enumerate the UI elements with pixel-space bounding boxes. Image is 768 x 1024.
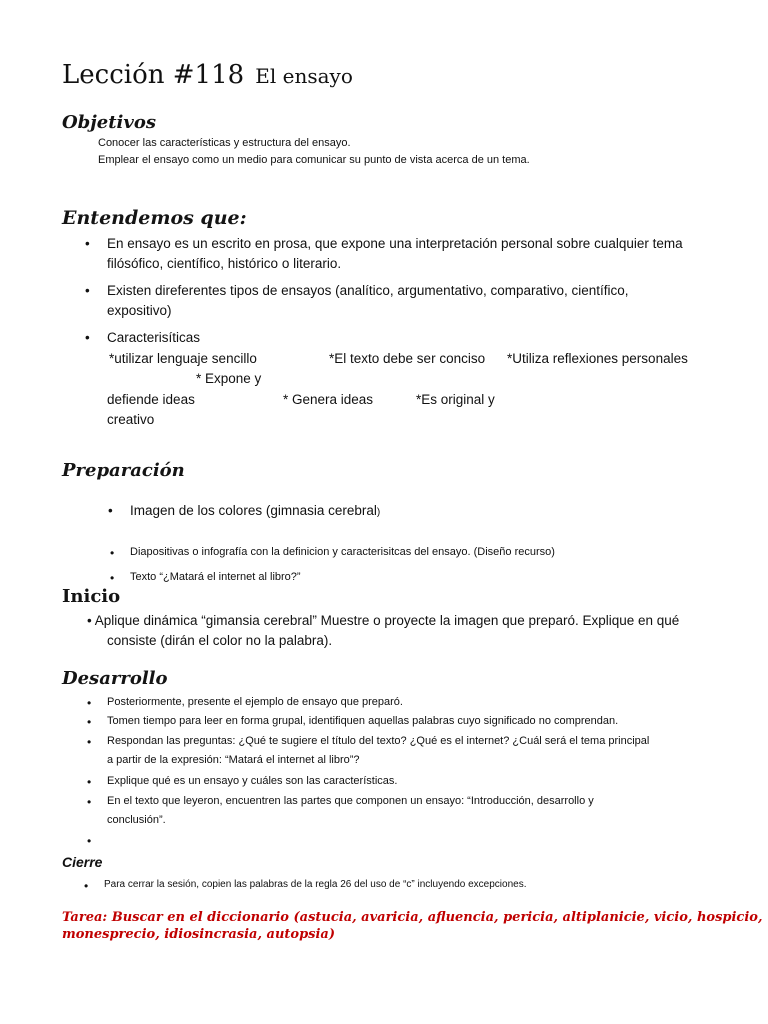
entendemos-bullet-2-line2: expositivo) [107, 303, 172, 318]
caracteristica-item: *El texto debe ser conciso [329, 351, 486, 366]
cierre-heading: Cierre [62, 854, 103, 870]
caracteristica-item: * Expone y [196, 371, 262, 386]
caracteristicas-label: • Caracterisíticas [107, 330, 200, 345]
objetivos-heading: Objetivos [62, 112, 156, 133]
caracteristica-item: defiende ideas [107, 392, 195, 407]
preparacion-item-text: Imagen de los colores (gimnasia cerebral [130, 503, 377, 518]
page-title [62, 60, 353, 90]
caracteristica-item: *utilizar lenguaje sencillo [109, 351, 257, 366]
caracteristica-item: * Genera ideas [283, 392, 374, 407]
preparacion-item [130, 503, 380, 518]
preparacion-heading: Preparación [62, 460, 185, 481]
desarrollo-item-cont: a partir de la expresión: “Matará el internet al libro”? [107, 754, 360, 766]
preparacion-item: • Diapositivas o infografía con la definicion y caracterisitcas del ensayo. (Diseño recurso) [130, 546, 555, 558]
preparacion-item: • Texto “¿Matará el internet al libro?” [130, 571, 301, 583]
entendemos-heading: Entendemos que: [62, 207, 247, 229]
lesson-topic: El ensayo [255, 64, 353, 88]
inicio-heading: Inicio [62, 586, 121, 607]
desarrollo-item: • Posteriormente, presente el ejemplo de ensayo que preparó. [107, 696, 403, 708]
desarrollo-item: • Tomen tiempo para leer en forma grupal, identifiquen aquellas palabras cuyo significado no comprendan. [107, 715, 618, 727]
tarea-line2: monesprecio, idiosincrasia, autopsia) [62, 927, 335, 942]
inicio-line1: • Aplique dinámica “gimansia cerebral” Muestre o proyecte la imagen que preparó. Explique en qué [87, 613, 680, 628]
caracteristica-item: creativo [107, 412, 155, 427]
desarrollo-heading: Desarrollo [62, 668, 168, 689]
inicio-line2: consiste (dirán el color no la palabra). [107, 633, 333, 648]
desarrollo-item-cont: conclusión”. [107, 814, 166, 826]
objetivo-item: Emplear el ensayo como un medio para comunicar su punto de vista acerca de un tema. [98, 154, 530, 166]
caracteristica-item: *Es original y [416, 392, 495, 407]
entendemos-bullet-2-line1: • Existen direferentes tipos de ensayos (analítico, argumentativo, comparativo, científico, [107, 283, 629, 298]
cierre-item: • Para cerrar la sesión, copien las palabras de la regla 26 del uso de “c” incluyendo excepciones. [104, 879, 526, 890]
lesson-number: Lección #118 [62, 60, 245, 90]
caracteristica-item: *Utiliza reflexiones personales [507, 351, 688, 366]
preparacion-item-suffix: ) [376, 507, 381, 518]
tarea-line1: Tarea: Buscar en el diccionario (astucia, avaricia, afluencia, pericia, altiplanicie, vicio, hospicio, [62, 910, 763, 925]
desarrollo-item: • En el texto que leyeron, encuentren las partes que componen un ensayo: “Introducción, desarrollo y [107, 795, 594, 807]
entendemos-bullet-1-line2: filósófico, científico, histórico o literario. [107, 256, 342, 271]
entendemos-bullet-1-line1: • En ensayo es un escrito en prosa, que expone una interpretación personal sobre cualquier tema [107, 236, 683, 251]
desarrollo-item: • Respondan las preguntas: ¿Qué te sugiere el título del texto? ¿Qué es el internet? ¿Cuál será el tema principal [107, 735, 649, 747]
desarrollo-item: • Explique qué es un ensayo y cuáles son las características. [107, 775, 397, 787]
objetivo-item: Conocer las características y estructura del ensayo. [98, 137, 351, 149]
